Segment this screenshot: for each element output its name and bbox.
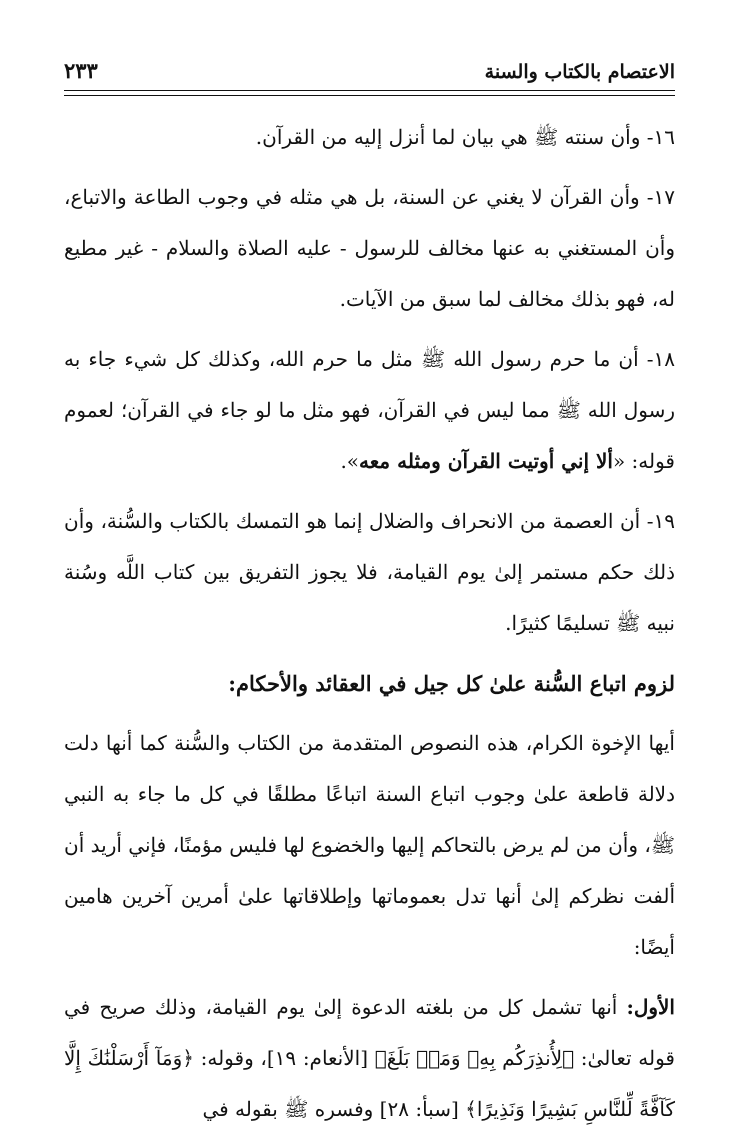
ref-saba: [سبأ: ٢٨]: [379, 1097, 466, 1121]
ref-anam: [الأنعام: ١٩]: [266, 1046, 375, 1070]
page-number: ٢٣٣: [64, 58, 98, 83]
page-header: [64, 58, 675, 83]
intro-paragraph: أيها الإخوة الكرام، هذه النصوص المتقدمة من الكتاب والسُّنة كما أنها دلت دلالة قاطعة علىٰ وجوب اتباع السنة اتباعًا مطلقًا في كل ما جاء به النبي ﷺ، وأن من لم يرض بالتحاكم إليها والخضوع لها فليس مؤمنًا، فإني أريد أن ألفت نظركم إلىٰ أنها تدل بعموماتها وإطلاقاتها علىٰ أمرين آخرين هامين أيضًا:: [64, 731, 675, 959]
verse-saba: ﴿وَمَآ أَرْسَلْنَٰكَ إِلَّا كَآفَّةً لِّلنَّاسِ بَشِيرًا وَنَذِيرًا﴾: [64, 1046, 675, 1121]
first-point: [64, 982, 675, 1135]
first-point-text-2: ، وقوله:: [193, 1046, 267, 1070]
item-17: ١٧- وأن القرآن لا يغني عن السنة، بل هي مثله في وجوب الطاعة والاتباع، وأن المستغني به عنها مخالف للرسول - عليه الصلاة والسلام - غير مطيع له، فهو بذلك مخالف لما سبق من الآيات.: [64, 185, 675, 311]
first-point-text-1: أنها تشمل كل من بلغته الدعوة إلىٰ يوم القيامة، وذلك صريح في قوله تعالىٰ:: [64, 995, 675, 1070]
page-body: [64, 112, 675, 1144]
running-title: الاعتصام بالكتاب والسنة: [484, 61, 675, 83]
verse-anam: ﴿لِأُنذِرَكُم بِهِۦ وَمَنۢ بَلَغَ﴾: [374, 1046, 575, 1070]
item-19: ١٩- أن العصمة من الانحراف والضلال إنما هو التمسك بالكتاب والسُّنة، وأن ذلك حكم مستمر إلىٰ يوم القيامة، فلا يجوز التفريق بين كتاب اللَّه وسُنة نبيه ﷺ تسليمًا كثيرًا.: [64, 509, 675, 635]
item-18-end: ».: [340, 449, 360, 473]
item-18: [64, 334, 675, 487]
first-point-label: الأول:: [626, 995, 675, 1019]
hadith-quote: ألا إني أوتيت القرآن ومثله معه: [359, 449, 613, 473]
item-16: ١٦- وأن سنته ﷺ هي بيان لما أنزل إليه من القرآن.: [255, 125, 675, 149]
header-rule-bottom: [64, 95, 675, 96]
header-rule-top: [64, 90, 675, 91]
first-point-text-3: وفسره ﷺ بقوله في: [202, 1097, 380, 1121]
item-18-text: ١٨- أن ما حرم رسول الله ﷺ مثل ما حرم الله، وكذلك كل شيء جاء به رسول الله ﷺ مما ليس في القرآن، فهو مثل ما لو جاء في القرآن؛ لعموم قوله: «: [64, 347, 676, 473]
section-heading: لزوم اتباع السُّنة علىٰ كل جيل في العقائد والأحكام:: [228, 671, 675, 696]
